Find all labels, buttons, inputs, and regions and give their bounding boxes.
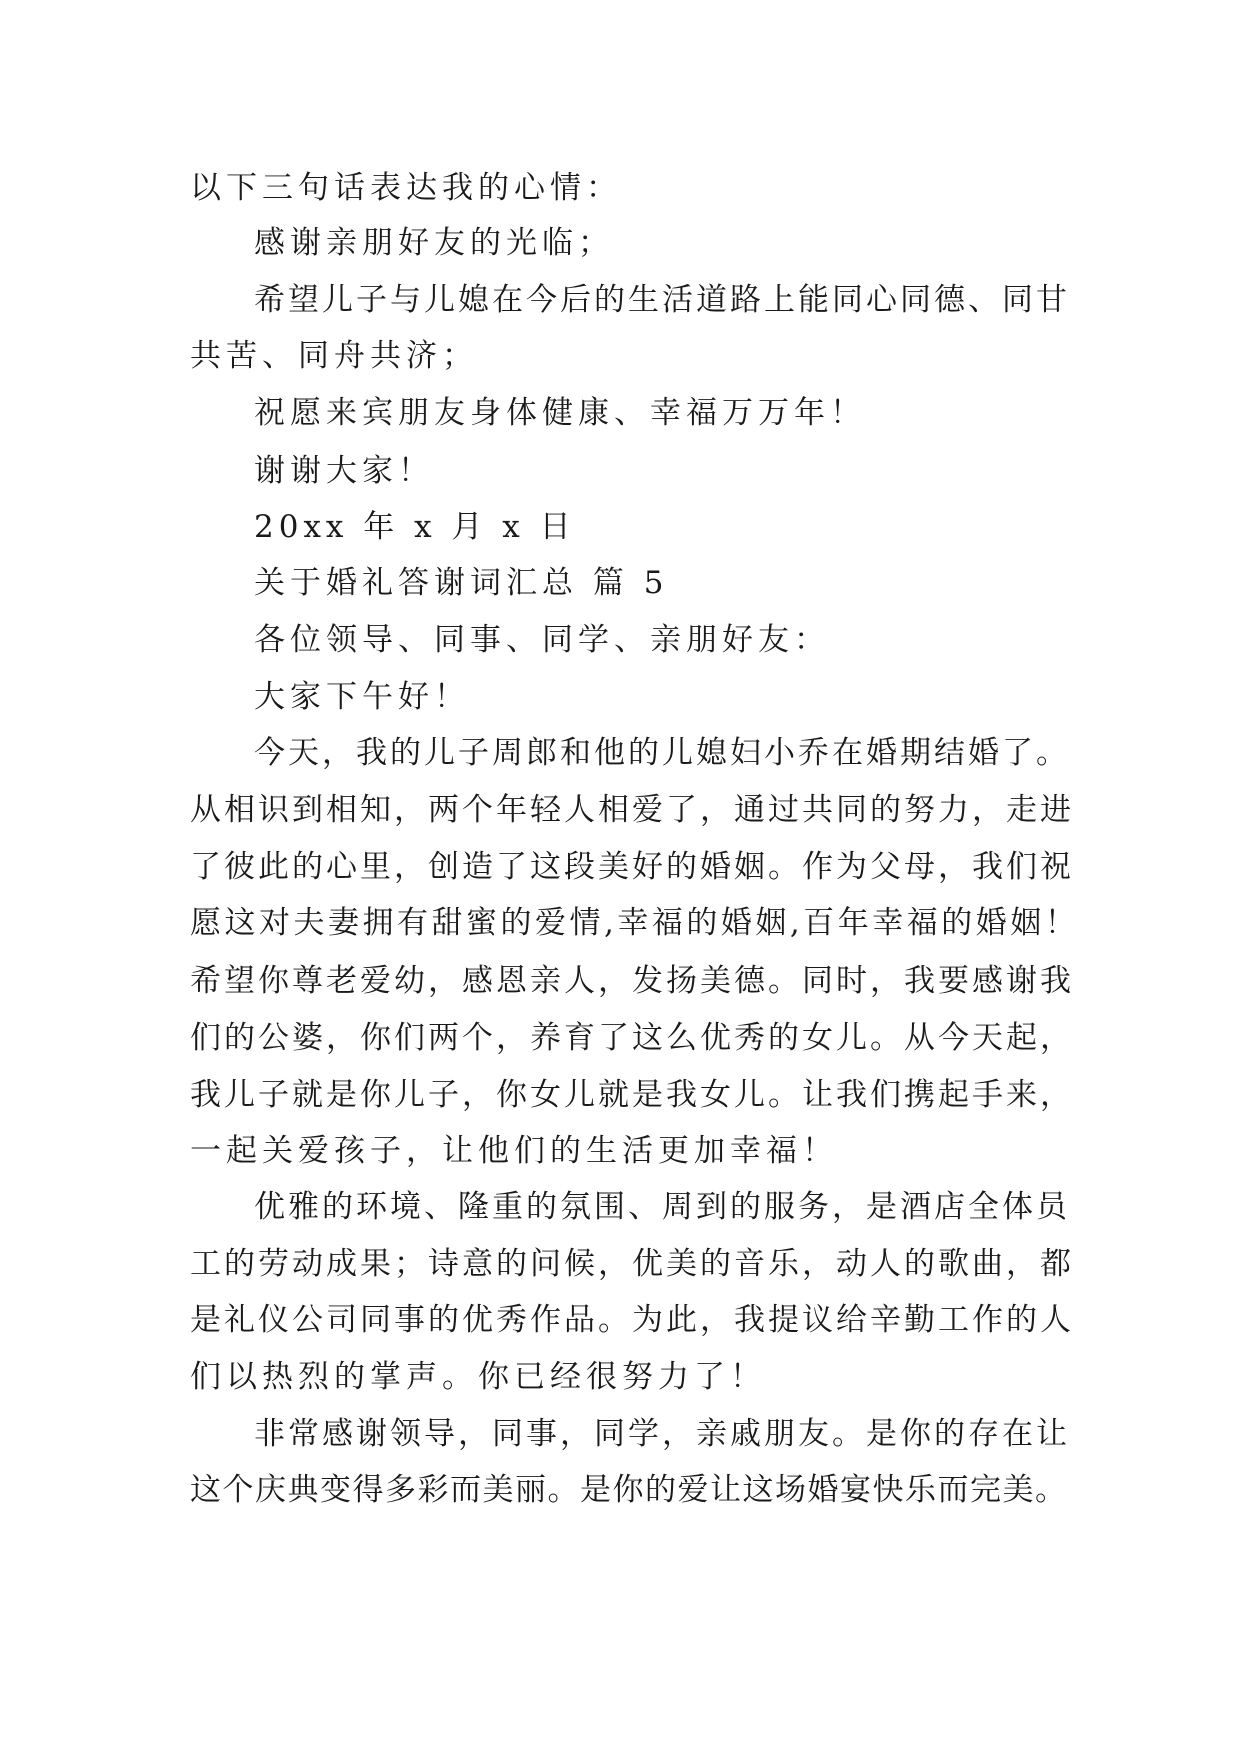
- text-line: 一起关爱孩子，让他们的生活更加幸福！: [190, 1133, 838, 1169]
- text-line: 各位领导、同事、同学、亲朋好友：: [254, 622, 830, 658]
- text-line: 这个庆典变得多彩而美丽。是你的爱让这场婚宴快乐而完美。: [190, 1472, 1068, 1508]
- text-line: 了彼此的心里，创造了这段美好的婚姻。作为父母，我们祝: [190, 849, 1074, 885]
- text-line: 们的公婆，你们两个，养育了这么优秀的女儿。从今天起，: [190, 1020, 1074, 1056]
- text-line: 感谢亲朋好友的光临；: [254, 225, 614, 261]
- text-line: 们以热烈的掌声。你已经很努力了！: [190, 1359, 766, 1395]
- text-line: 谢谢大家！: [254, 453, 434, 489]
- text-line: 祝愿来宾朋友身体健康、幸福万万年！: [254, 395, 866, 431]
- text-line: 希望你尊老爱幼，感恩亲人，发扬美德。同时，我要感谢我: [190, 963, 1074, 999]
- text-line: 是礼仪公司同事的优秀作品。为此，我提议给辛勤工作的人: [190, 1302, 1074, 1338]
- text-line: 大家下午好！: [254, 679, 470, 715]
- text-line: 工的劳动成果；诗意的问候，优美的音乐，动人的歌曲，都: [190, 1246, 1074, 1282]
- text-line: 我儿子就是你儿子，你女儿就是我女儿。让我们携起手来，: [190, 1077, 1074, 1113]
- text-line: 非常感谢领导，同事，同学，亲戚朋友。是你的存在让: [254, 1416, 1070, 1452]
- text-line: 愿这对夫妻拥有甜蜜的爱情,幸福的婚姻,百年幸福的婚姻！: [190, 905, 1080, 941]
- text-line: 从相识到相知，两个年轻人相爱了，通过共同的努力，走进: [190, 792, 1074, 828]
- section-heading: 关于婚礼答谢词汇总 篇 5: [254, 565, 669, 601]
- text-line: 希望儿子与儿媳在今后的生活道路上能同心同德、同甘: [254, 282, 1070, 318]
- text-line: 今天，我的儿子周郎和他的儿媳妇小乔在婚期结婚了。: [254, 735, 1070, 771]
- text-line: 优雅的环境、隆重的氛围、周到的服务，是酒店全体员: [254, 1189, 1070, 1225]
- date-line: 20xx 年 x 月 x 日: [254, 509, 576, 545]
- text-line: 共苦、同舟共济；: [190, 338, 478, 374]
- text-line: 以下三句话表达我的心情：: [190, 170, 622, 206]
